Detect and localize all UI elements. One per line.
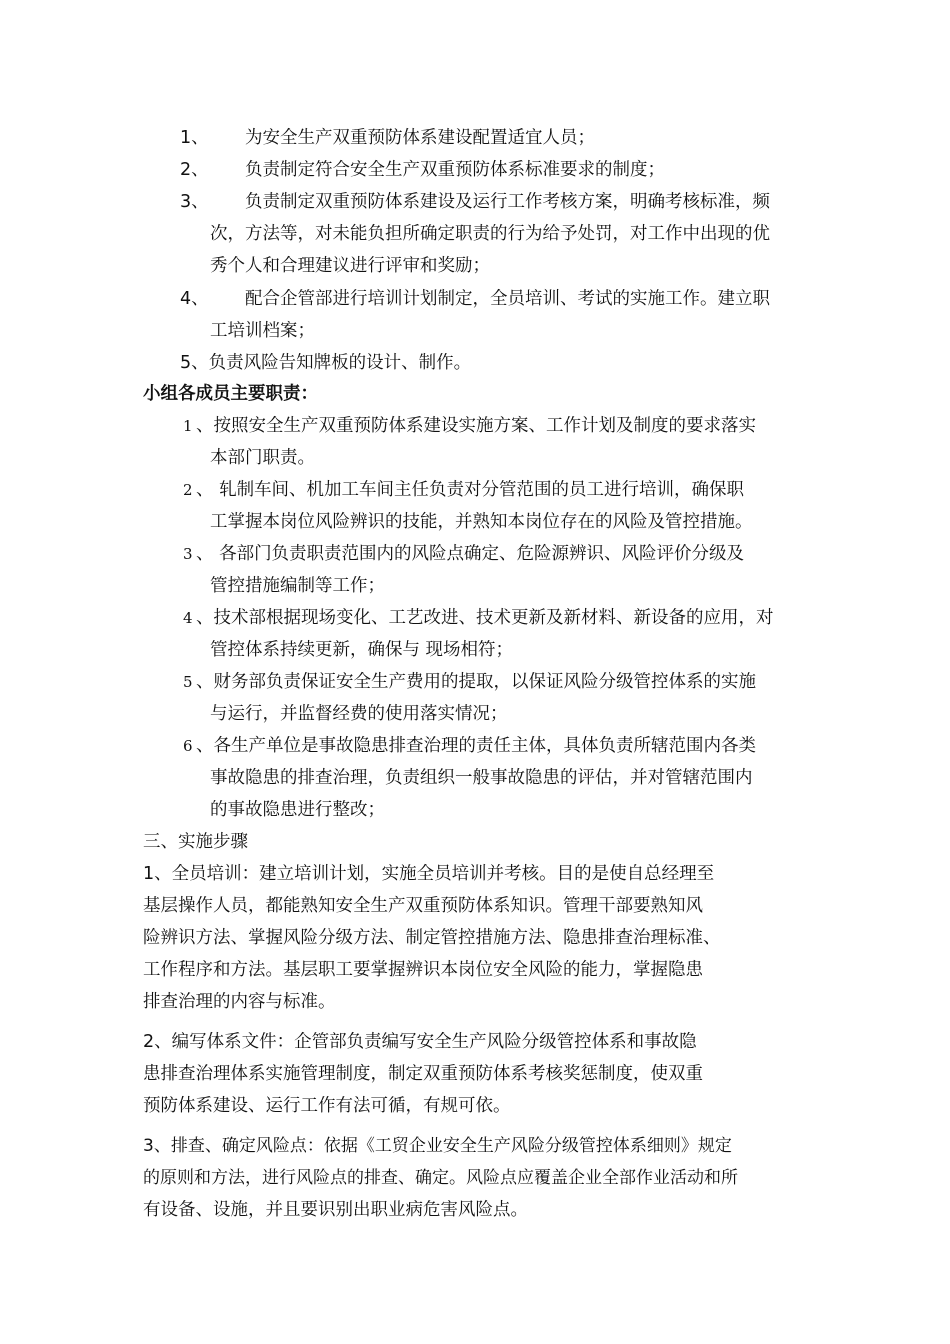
paragraph-line: 排查治理的内容与标准。 — [143, 992, 336, 1012]
item-text: 管控措施编制等工作； — [210, 576, 385, 596]
item-text: 5、负责风险告知牌板的设计、制作。 — [180, 353, 472, 373]
item-text: 秀个人和合理建议进行评审和奖励； — [210, 256, 490, 276]
item-number: 1 — [183, 417, 193, 435]
item-text: 、按照安全生产双重预防体系建设实施方案、工作计划及制度的要求落实 — [196, 416, 756, 436]
item-text: 本部门职责。 — [210, 448, 315, 468]
paragraph-line: 3、排查、确定风险点：依据《工贸企业安全生产风险分级管控体系细则》规定 — [143, 1136, 732, 1156]
item-text: 负责制定符合安全生产双重预防体系标准要求的制度； — [245, 160, 665, 180]
paragraph-line: 险辨识方法、掌握风险分级方法、制定管控措施方法、隐患排查治理标准、 — [143, 928, 721, 948]
paragraph-line: 患排查治理体系实施管理制度，制定双重预防体系考核奖惩制度，使双重 — [143, 1064, 703, 1084]
paragraph-line: 的原则和方法，进行风险点的排查、确定。风险点应覆盖企业全部作业活动和所 — [143, 1168, 738, 1188]
item-text: 次，方法等，对未能负担所确定职责的行为给予处罚，对工作中出现的优 — [210, 224, 770, 244]
item-number: 5 — [183, 673, 193, 691]
item-text: 、技术部根据现场变化、工艺改进、技术更新及新材料、新设备的应用，对 — [196, 608, 774, 628]
paragraph-line: 预防体系建设、运行工作有法可循，有规可依。 — [143, 1096, 511, 1116]
item-text: 的事故隐患进行整改； — [210, 800, 385, 820]
item-text: 配合企管部进行培训计划制定，全员培训、考试的实施工作。建立职 — [245, 289, 770, 309]
item-text: 负责制定双重预防体系建设及运行工作考核方案，明确考核标准，频 — [245, 192, 770, 212]
item-text: 、财务部负责保证安全生产费用的提取，以保证风险分级管控体系的实施 — [196, 672, 756, 692]
paragraph-line: 2、编写体系文件：企管部负责编写安全生产风险分级管控体系和事故隐 — [143, 1032, 697, 1052]
item-number: 3 — [183, 545, 193, 563]
item-number: 6 — [183, 737, 193, 755]
item-number: 4、 — [180, 289, 209, 309]
item-text: 管控体系持续更新，确保与 现场相符； — [210, 640, 514, 660]
paragraph-line: 1、全员培训：建立培训计划，实施全员培训并考核。目的是使自总经理至 — [143, 864, 715, 884]
item-number: 3、 — [180, 192, 209, 212]
item-text: 、 各部门负责职责范围内的风险点确定、危险源辨识、风险评价分级及 — [196, 544, 745, 564]
item-text: 事故隐患的排查治理，负责组织一般事故隐患的评估，并对管辖范围内 — [210, 768, 753, 788]
paragraph-line: 工作程序和方法。基层职工要掌握辨识本岗位安全风险的能力，掌握隐患 — [143, 960, 703, 980]
item-number: 2、 — [180, 160, 209, 180]
item-text: 工掌握本岗位风险辨识的技能，并熟知本岗位存在的风险及管控措施。 — [210, 512, 753, 532]
item-text: 、各生产单位是事故隐患排查治理的责任主体，具体负责所辖范围内各类 — [196, 736, 756, 756]
item-number: 4 — [183, 609, 193, 627]
members-heading: 小组各成员主要职责： — [143, 384, 318, 404]
item-text: 为安全生产双重预防体系建设配置适宜人员； — [245, 128, 595, 148]
item-text: 、 轧制车间、机加工车间主任负责对分管范围的员工进行培训，确保职 — [196, 480, 745, 500]
section-heading: 三、实施步骤 — [143, 832, 248, 852]
item-text: 工培训档案； — [210, 321, 315, 341]
item-number: 2 — [183, 481, 193, 499]
item-text: 与运行，并监督经费的使用落实情况； — [210, 704, 508, 724]
paragraph-line: 基层操作人员，都能熟知安全生产双重预防体系知识。管理干部要熟知风 — [143, 896, 703, 916]
paragraph-line: 有设备、设施，并且要识别出职业病危害风险点。 — [143, 1200, 528, 1220]
item-number: 1、 — [180, 128, 209, 148]
